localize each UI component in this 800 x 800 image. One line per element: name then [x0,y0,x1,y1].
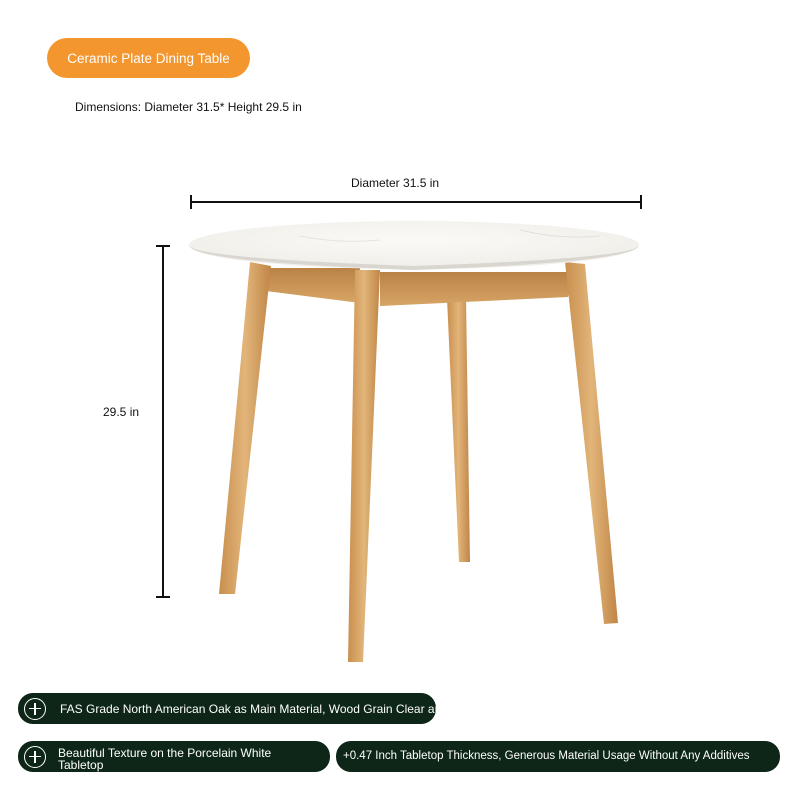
plus-circle-icon [24,746,46,768]
height-label: 29.5 in [103,405,140,419]
feature-text-oak: FAS Grade North American Oak as Main Material, Wood Grain Clear and Smooth [60,702,493,716]
feature-badge-porcelain [18,741,330,772]
feature-text-thickness: +0.47 Inch Tabletop Thickness, Generous Material Usage Without Any Additives [343,750,750,762]
plus-circle-icon [24,698,46,720]
feature-text-porcelain: Beautiful Texture on the Porcelain White Tabletop [58,746,272,772]
product-title: Ceramic Plate Dining Table [67,50,230,66]
diameter-label: Diameter 31.5 in [351,176,440,190]
feature-badge-oak [18,693,493,724]
dimensions-text: Dimensions: Diameter 31.5* Height 29.5 in [75,100,302,114]
feature-badge-thickness [336,741,780,772]
